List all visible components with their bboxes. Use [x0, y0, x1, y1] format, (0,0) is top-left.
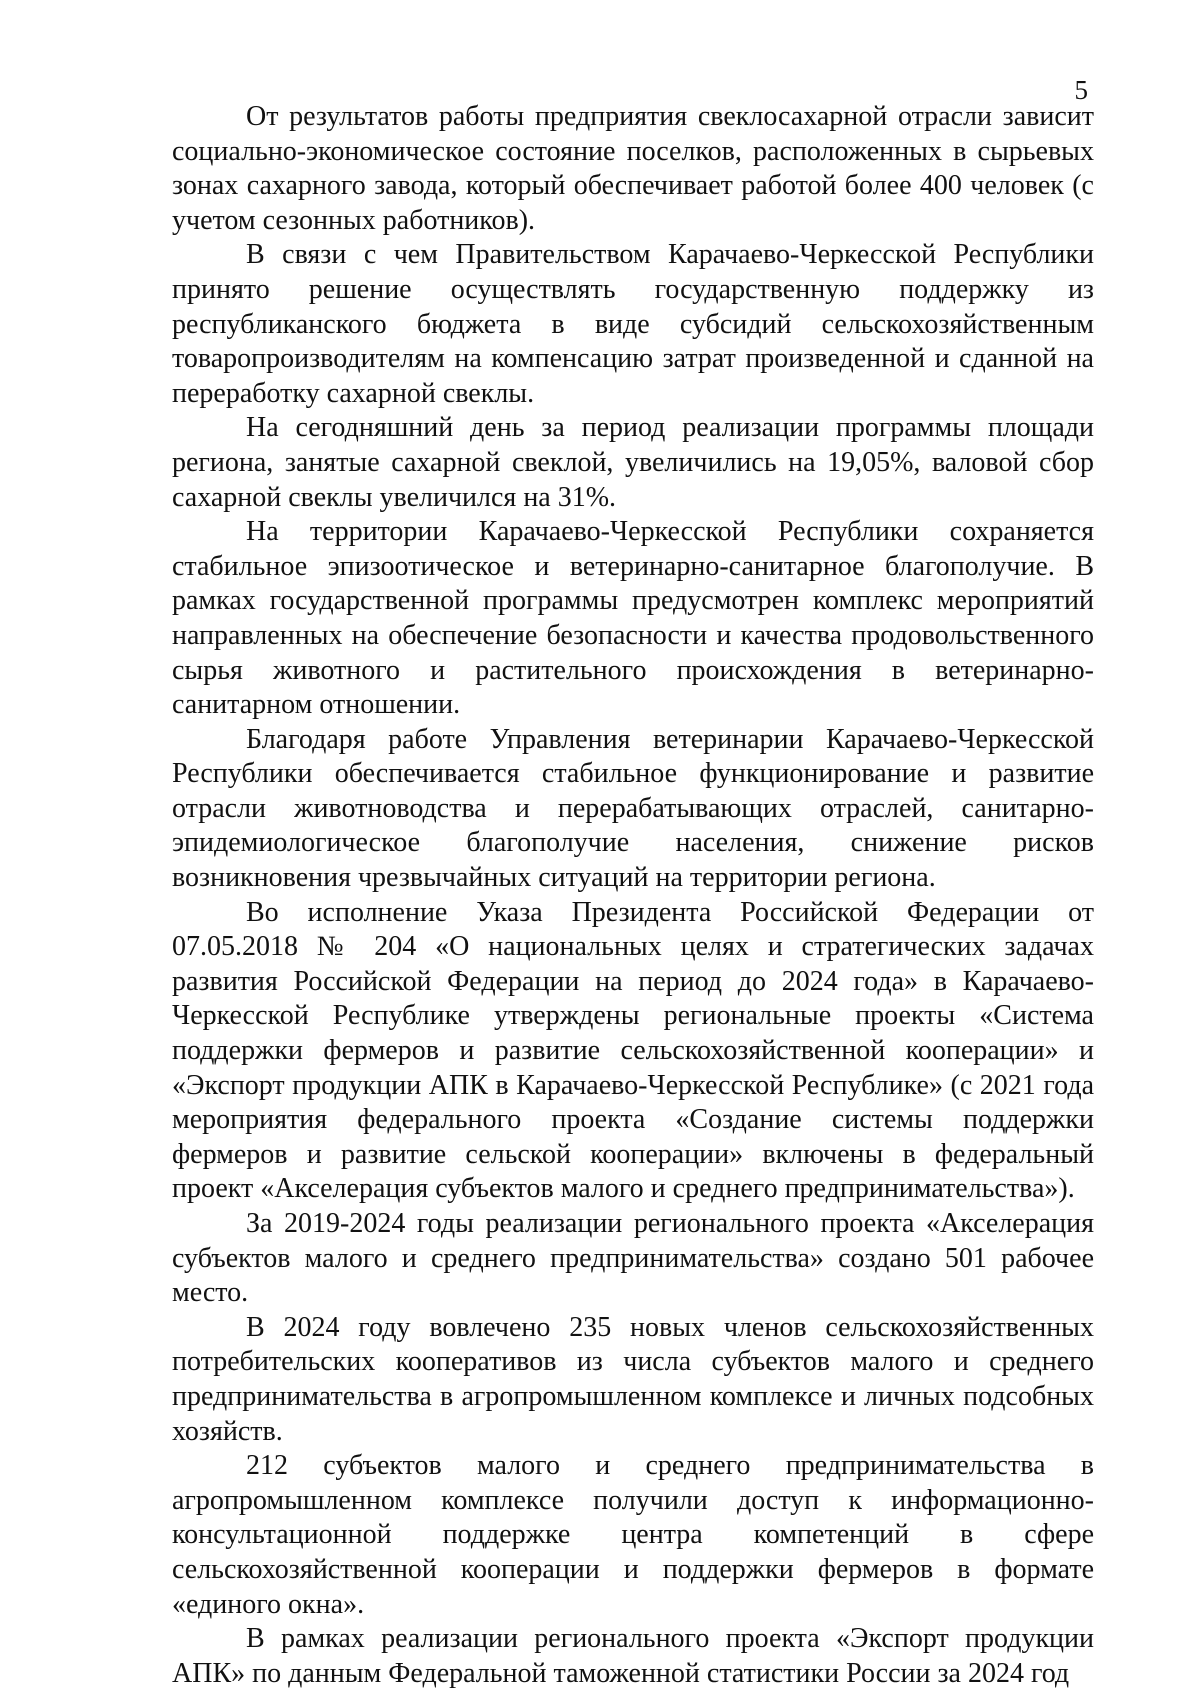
- paragraph-cooperative-members: В 2024 году вовлечено 235 новых членов сельскохозяйственных потребительских кооперативов из числа субъектов малого и среднего предпринимательства в агропромышленном комплексе и личных подсобных хозяйств.: [172, 1311, 1094, 1447]
- paragraph-veterinary-wellbeing: На территории Карачаево-Черкесской Республики сохраняется стабильное эпизоотическое и ветеринарно-санитарное благополучие. В рамках государственной программы предусмотрен комплекс мероприятий направленных на обеспечение безопасности и качества продовольственного сырья животного и растительного происхождения в ветеринарно-санитарном отношении.: [172, 516, 1094, 721]
- paragraph-competence-center: 212 субъектов малого и среднего предпринимательства в агропромышленном комплексе получили доступ к информационно-консультационной поддержке центра компетенций в сфере сельскохозяйственной кооперации и поддержки фермеров в формате «единого окна».: [172, 1450, 1094, 1620]
- paragraph-jobs-created: За 2019-2024 годы реализации регионального проекта «Акселерация субъектов малого и среднего предпринимательства» создано 501 рабочее место.: [172, 1208, 1094, 1309]
- paragraph-sugar-industry: От результатов работы предприятия свеклосахарной отрасли зависит социально-экономическое состояние поселков, расположенных в сырьевых зонах сахарного завода, который обеспечивает работой более 400 человек (с учетом сезонных работников).: [172, 101, 1094, 236]
- paragraph-government-support: В связи с чем Правительством Карачаево-Черкесской Республики принято решение осуществлять государственную поддержку из республиканского бюджета в виде субсидий сельскохозяйственным товаропроизводителям на компенсацию затрат произведенной и сданной на переработку сахарной свеклы.: [172, 239, 1094, 409]
- page-number: 5: [1074, 75, 1088, 105]
- paragraph-presidential-decree: Во исполнение Указа Президента Российской Федерации от 07.05.2018 № 204 «О национальных целях и стратегических задачах развития Российской Федерации на период до 2024 года» в Карачаево-Черкесской Республике утверждены региональные проекты «Система поддержки фермеров и развитие сельскохозяйственной кооперации» и «Экспорт продукции АПК в Карачаево-Черкесской Республике» (с 2021 года мероприятия федерального проекта «Создание системы поддержки фермеров и развитие сельской кооперации» включены в федеральный проект «Акселерация субъектов малого и среднего предпринимательства»).: [172, 896, 1094, 1205]
- paragraph-veterinary-department: Благодаря работе Управления ветеринарии Карачаево-Черкесской Республики обеспечивается стабильное функционирование и развитие отрасли животноводства и перерабатывающих отраслей, санитарно-эпидемиологическое благополучие населения, снижение рисков возникновения чрезвычайных ситуаций на территории региона.: [172, 723, 1094, 894]
- document-body: [172, 100, 1094, 1691]
- paragraph-export-project: В рамках реализации регионального проекта «Экспорт продукции АПК» по данным Федеральной таможенной статистики России за 2024 год: [172, 1623, 1094, 1689]
- paragraph-sugar-beet-growth: На сегодняшний день за период реализации программы площади региона, занятые сахарной свеклой, увеличились на 19,05%, валовой сбор сахарной свеклы увеличился на 31%.: [172, 412, 1094, 513]
